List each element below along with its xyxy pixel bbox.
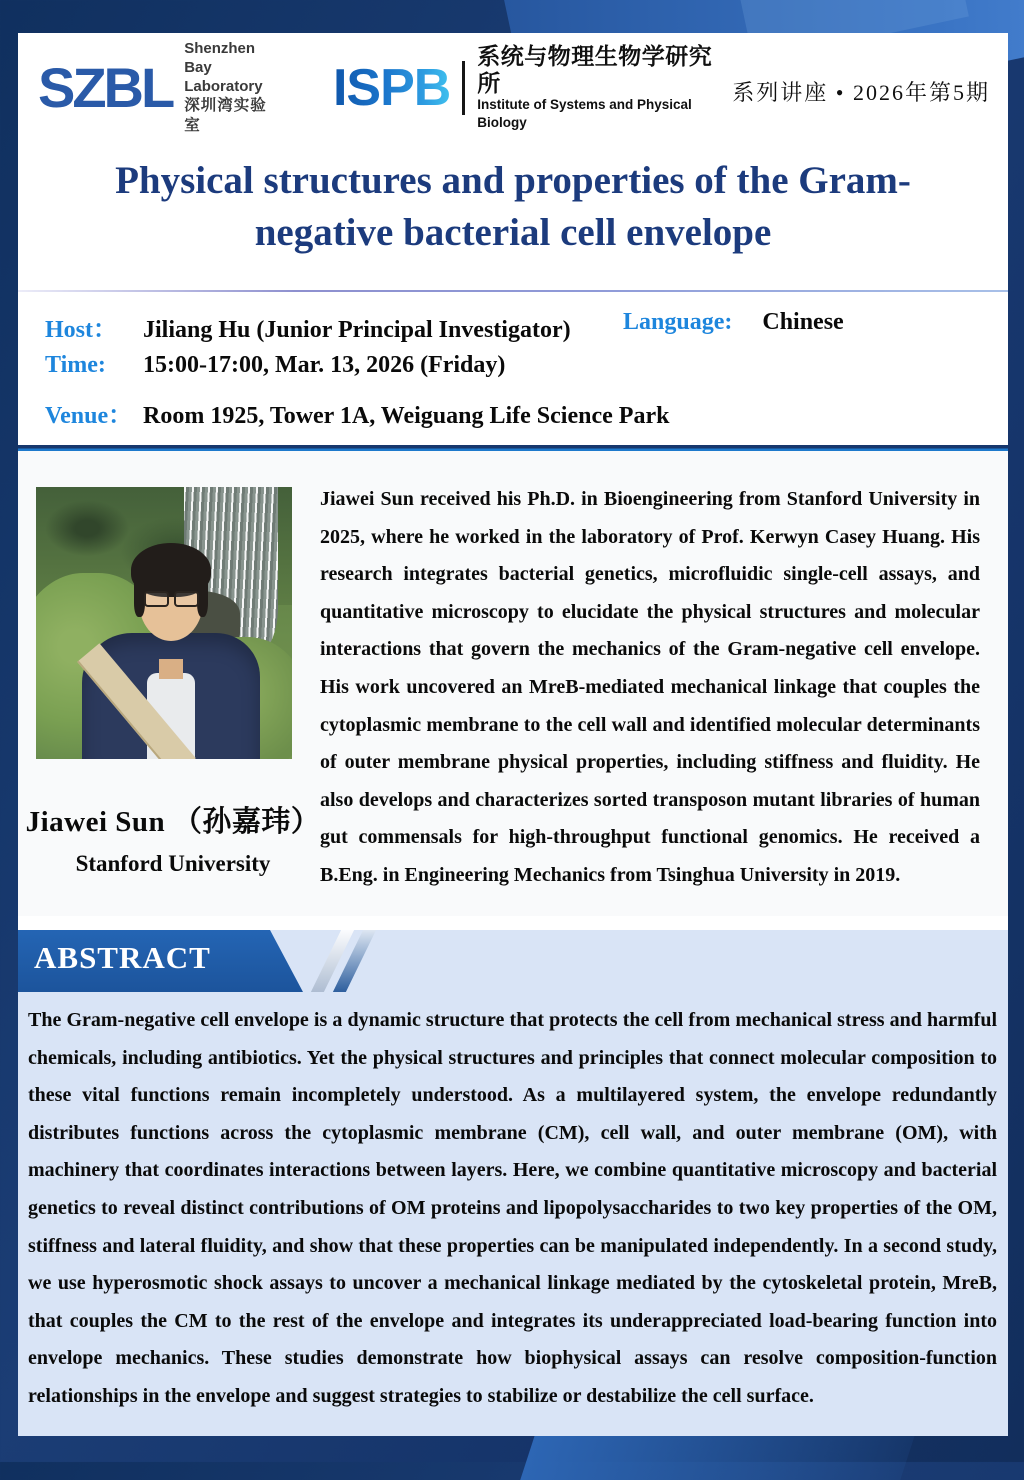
header: [38, 40, 990, 135]
speaker-affiliation: Stanford University: [75, 851, 271, 876]
host-value: Jiliang Hu (Junior Principal Investigator): [143, 317, 571, 343]
szbl-logo-wordmark: SZBL: [38, 56, 173, 119]
szbl-logo: [38, 40, 279, 136]
speaker-bio: Jiawei Sun received his Ph.D. in Bioengineering from Stanford University in 2025, where he worked in the laboratory of Prof. Kerwyn Casey Huang. His research integrates bacterial genetics, microfluidic single-cell assays, and quantitative microscopy to elucidate the physical structures and molecular interactions that govern the mechanics of the Gram-negative cell envelope. His work uncovered an MreB-mediated mechanical linkage that couples the cytoplasmic membrane to the cell wall and identified molecular determinants of outer membrane physical properties, including stiffness and fluidity. He also develops and characterizes sorted transposon mutant libraries of human gut commensals for high-throughput functional genomics. He received a B.Eng. in Engineering Mechanics from Tsinghua University in 2019.: [320, 488, 980, 886]
seminar-title-line1: Physical structures and properties of the Gram-: [115, 159, 911, 202]
venue-row: [45, 395, 988, 429]
szbl-name-en-1: Shenzhen Bay: [184, 40, 256, 76]
seminar-title: [46, 155, 980, 259]
ispb-logo-text: [477, 43, 732, 133]
language-value: Chinese: [762, 309, 844, 335]
seminar-title-line2: negative bacterial cell envelope: [254, 210, 772, 254]
language-label: Language:: [623, 309, 733, 335]
ispb-logo-wordmark: ISPB: [332, 59, 451, 117]
abstract-section: [18, 930, 1008, 1436]
abstract-body: The Gram-negative cell envelope is a dynamic structure that protects the cell from mechanical stress and harmful chemicals, including antibiotics. Yet the physical structures and principles that connect molecular composition to these vital functions remain incompletely understood. As a multilayered system, the envelope redundantly distributes functions across the cytoplasmic membrane (CM), cell wall, and outer membrane (OM), with machinery that coordinates interactions between layers. Here, we combine quantitative microscopy and bacterial genetics to reveal distinct contributions of OM proteins and lipopolysaccharides to two key properties of the OM, stiffness and lateral fluidity, and show that these properties can be manipulated independently. In a second study, we use hyperosmotic shock assays to uncover a mechanical linkage mediated by the cytoskeletal protein, MreB, that couples the CM to the rest of the envelope and integrates its underappreciated load-bearing function into envelope mechanics. These studies demonstrate how biophysical assays can resolve composition-function relationships in the envelope and suggest strategies to stabilize or destabilize the cell surface.: [28, 1009, 997, 1407]
venue-value: Room 1925, Tower 1A, Weiguang Life Science Park: [143, 403, 670, 429]
speaker-glasses: [143, 591, 199, 606]
poster-card: [18, 33, 1008, 1436]
ispb-logo-divider: [462, 61, 465, 115]
time-row: [45, 352, 988, 382]
szbl-logo-text: [184, 40, 279, 136]
speaker-neck: [159, 659, 183, 679]
series-issue-label: 系列讲座 • 2026年第5期: [732, 79, 990, 105]
event-info: [45, 309, 988, 438]
abstract-heading: ABSTRACT: [34, 940, 211, 975]
szbl-name-cn: 深圳湾实验室: [184, 97, 267, 135]
ispb-logo: [333, 43, 732, 133]
host-label: Host：: [45, 317, 117, 343]
ispb-name-en: Institute of Systems and Physical Biology: [477, 97, 692, 131]
title-divider: [18, 290, 1008, 292]
time-value: 15:00-17:00, Mar. 13, 2026 (Friday): [143, 352, 506, 378]
language-group: [623, 309, 844, 336]
ispb-name-cn: 系统与物理生物学研究所: [477, 43, 713, 96]
speaker-name: Jiawei Sun （孙嘉玮）: [25, 806, 321, 838]
time-label: Time:: [45, 352, 106, 378]
host-row: [45, 309, 988, 343]
speaker-section: [18, 451, 1008, 916]
speaker-photo: [36, 487, 292, 759]
szbl-name-en-2: Laboratory: [184, 77, 263, 95]
venue-label: Venue：: [45, 403, 133, 429]
